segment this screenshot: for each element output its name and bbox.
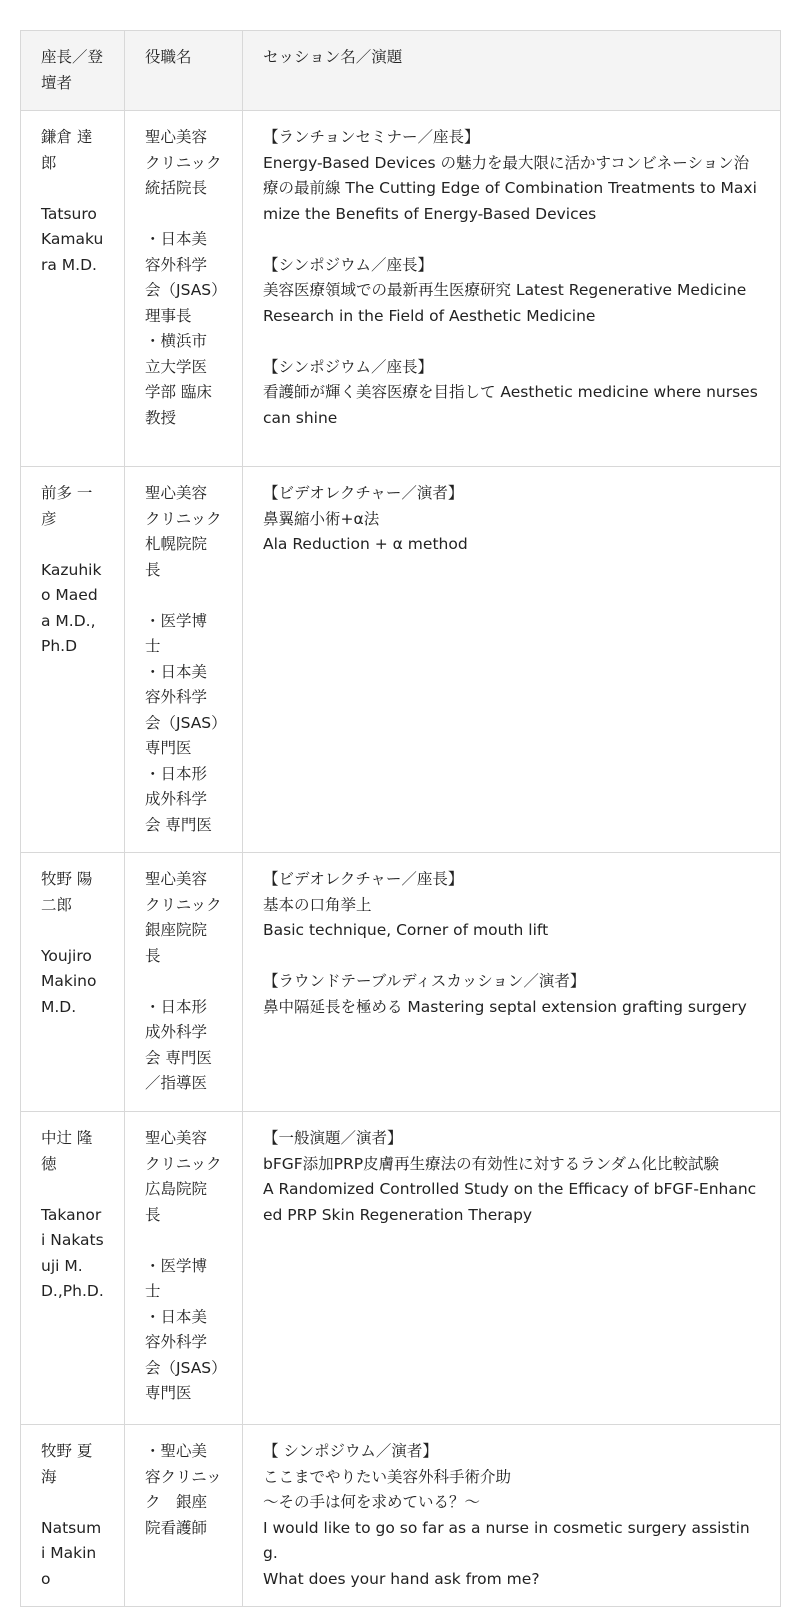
speakers-table <box>20 30 781 1607</box>
session-role: 【ラウンドテーブルディスカッション／演者】 <box>263 972 586 990</box>
session-title: ここまでやりたい美容外科手術介助 <box>263 1467 512 1486</box>
position-item: ・医学博士 <box>145 611 208 655</box>
session-title: Basic technique, Corner of mouth lift <box>263 921 549 939</box>
position-item: ・医学博士 <box>145 1256 208 1300</box>
position-main: ・聖心美容クリニック 銀座院看護師 <box>145 1442 222 1537</box>
session-role: 【 シンポジウム／演者】 <box>263 1442 438 1460</box>
speaker-name-ja: 牧野 陽二郎 <box>41 870 93 914</box>
position-item: ・日本美容外科学会（JSAS）専門医 <box>145 662 219 757</box>
speaker-name-ja: 牧野 夏海 <box>41 1442 93 1486</box>
position-main: 聖心美容クリニック 広島院院長 <box>145 1129 238 1224</box>
speaker-name-ja: 前多 一彦 <box>41 484 93 528</box>
session-title: 美容医療領域での最新再生医療研究 Latest Regenerative Medicine Research in the Field of Aesthetic Medicine <box>263 281 747 325</box>
position-cell <box>125 1112 243 1425</box>
speaker-name-en: Youjiro Makino M.D. <box>41 946 97 1016</box>
table-row <box>21 1425 781 1607</box>
session-entry <box>263 481 760 558</box>
session-entry <box>263 355 760 432</box>
session-entry <box>263 253 760 330</box>
session-cell <box>243 1425 781 1607</box>
header-position: 役職名 <box>125 31 243 111</box>
speaker-name-en: Kazuhiko Maeda M.D., Ph.D <box>41 560 102 655</box>
session-title: A Randomized Controlled Study on the Efficacy of bFGF-Enhanced PRP Skin Regeneration Therapy <box>263 1180 757 1224</box>
session-entry <box>263 125 760 227</box>
table-row <box>21 1112 781 1425</box>
session-role: 【ビデオレクチャー／演者】 <box>263 484 464 502</box>
position-item: ・日本美容外科学会（JSAS）理事長 <box>145 230 219 325</box>
speaker-name-ja: 中辻 隆徳 <box>41 1129 93 1173</box>
position-item: ・日本形成外科学会 専門医 <box>145 764 212 834</box>
session-title: 鼻翼縮小術+α法 <box>263 509 380 528</box>
table-row <box>21 853 781 1112</box>
position-item: ・日本美容外科学会（JSAS）専門医 <box>145 1307 219 1402</box>
session-title: Energy-Based Devices の魅力を最大限に活かすコンビネーション治療の最前線 The Cutting Edge of Combination Treatments to Maximize the Benefits of Energy-Based Devices <box>263 153 757 223</box>
speaker-name-en: Tatsuro Kamakura M.D. <box>41 204 104 274</box>
table-row <box>21 111 781 467</box>
session-title: Ala Reduction + α method <box>263 535 468 553</box>
speaker-cell <box>21 111 125 467</box>
speaker-name-ja: 鎌倉 達郎 <box>41 128 93 172</box>
session-title: 看護師が輝く美容医療を目指して Aesthetic medicine where nurses can shine <box>263 383 758 427</box>
session-role: 【ビデオレクチャー／座長】 <box>263 870 464 888</box>
position-main: 聖心美容クリニック 銀座院院長 <box>145 870 238 965</box>
session-title: 鼻中隔延長を極める Mastering septal extension grafting surgery <box>263 997 747 1016</box>
position-main: 聖心美容クリニック統括院長 <box>145 128 222 197</box>
session-title: bFGF添加PRP皮膚再生療法の有効性に対するランダム化比較試験 <box>263 1154 720 1173</box>
position-main: 聖心美容クリニック 札幌院院長 <box>145 484 238 579</box>
position-item: ・日本形成外科学会 専門医／指導医 <box>145 997 212 1092</box>
session-title: 基本の口角挙上 <box>263 895 372 914</box>
position-cell <box>125 853 243 1112</box>
session-cell <box>243 853 781 1112</box>
session-role: 【シンポジウム／座長】 <box>263 357 433 376</box>
session-entry <box>263 1439 760 1592</box>
session-cell <box>243 111 781 467</box>
header-speaker: 座長／登壇者 <box>21 31 125 111</box>
session-title: What does your hand ask from me? <box>263 1569 540 1588</box>
speaker-cell <box>21 853 125 1112</box>
session-entry <box>263 867 760 944</box>
speaker-name-en: Natsumi Makino <box>41 1518 102 1588</box>
position-cell <box>125 111 243 467</box>
table-header-row <box>21 31 781 111</box>
session-title: I would like to go so far as a nurse in cosmetic surgery assisting. <box>263 1518 750 1562</box>
speaker-name-en: Takanori Nakatsuji M.D.,Ph.D. <box>41 1205 104 1300</box>
position-cell <box>125 1425 243 1607</box>
session-role: 【一般演題／演者】 <box>263 1129 403 1147</box>
position-cell <box>125 467 243 853</box>
position-item: ・横浜市立大学医学部 臨床教授 <box>145 332 212 427</box>
speaker-cell <box>21 1425 125 1607</box>
session-title: ～その手は何を求めている？～ <box>263 1493 481 1511</box>
table-row <box>21 467 781 853</box>
speaker-cell <box>21 467 125 853</box>
session-cell <box>243 1112 781 1425</box>
session-cell <box>243 467 781 853</box>
session-role: 【ランチョンセミナー／座長】 <box>263 128 480 146</box>
speaker-cell <box>21 1112 125 1425</box>
session-entry <box>263 969 760 1020</box>
header-session: セッション名／演題 <box>243 31 781 111</box>
session-entry <box>263 1126 760 1228</box>
session-role: 【シンポジウム／座長】 <box>263 255 433 274</box>
